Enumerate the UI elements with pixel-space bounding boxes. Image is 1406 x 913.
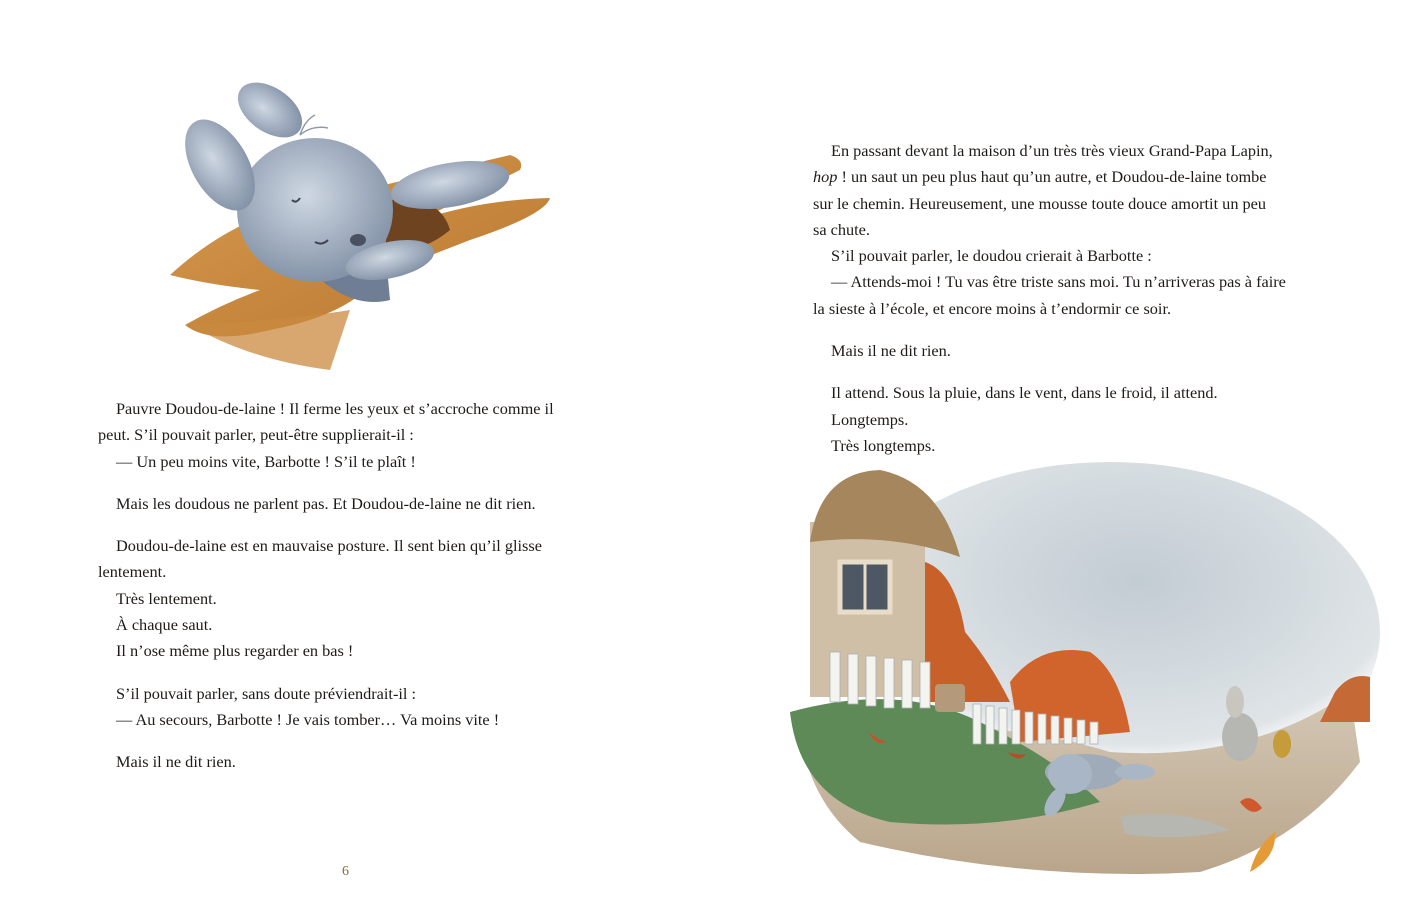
line-rest: ! un saut un peu plus haut qu’un autre, et Doudou-de-laine tombe xyxy=(837,167,1267,187)
paragraph-line: lentement. xyxy=(98,562,167,582)
plush-bunny-fallen-on-path-illustration xyxy=(780,462,1380,882)
paragraph-line: S’il pouvait parler, le doudou crierait à Barbotte : xyxy=(831,246,1152,266)
plush-bunny-in-satchel-illustration xyxy=(150,70,570,380)
paragraph-line: peut. S’il pouvait parler, peut-être supplierait-il : xyxy=(98,425,414,445)
paragraph-line: sa chute. xyxy=(813,219,870,239)
dialogue-line: — Attends-moi ! Tu vas être triste sans moi. Tu n’arriveras pas à faire xyxy=(831,272,1286,292)
dialogue-line: — Un peu moins vite, Barbotte ! S’il te plaît ! xyxy=(116,451,416,471)
paragraph-line: Longtemps. xyxy=(831,409,909,429)
paragraph-line: Doudou-de-laine est en mauvaise posture. Il sent bien qu’il glisse xyxy=(116,536,542,556)
paragraph-line: À chaque saut. xyxy=(116,615,213,635)
paragraph-line: Très longtemps. xyxy=(831,435,936,455)
paragraph-line: Mais il ne dit rien. xyxy=(831,341,951,361)
dialogue-line: — Au secours, Barbotte ! Je vais tomber… Va moins vite ! xyxy=(116,709,500,729)
paragraph-line: Il attend. Sous la pluie, dans le vent, dans le froid, il attend. xyxy=(831,383,1218,403)
right-page xyxy=(703,0,1406,913)
paragraph-line: S’il pouvait parler, sans doute préviendrait-il : xyxy=(116,683,417,703)
paragraph-line: Mais les doudous ne parlent pas. Et Doudou-de-laine ne dit rien. xyxy=(116,493,536,513)
right-page-text xyxy=(813,138,1323,459)
left-page-text xyxy=(98,396,608,776)
paragraph-line: Pauvre Doudou-de-laine ! Il ferme les yeux et s’accroche comme il xyxy=(116,399,554,418)
paragraph-line: Mais il ne dit rien. xyxy=(116,752,236,772)
paragraph-line: Très lentement. xyxy=(116,588,217,608)
paragraph-line: sur le chemin. Heureusement, une mousse toute douce amortit un peu xyxy=(813,193,1267,213)
paragraph-line xyxy=(813,164,1323,190)
italic-word: hop xyxy=(813,167,838,187)
paragraph-line: la sieste à l’école, et encore moins à t’endormir ce soir. xyxy=(813,298,1172,318)
paragraph-line: Il n’ose même plus regarder en bas ! xyxy=(116,641,354,661)
paragraph-line: En passant devant la maison d’un très très vieux Grand-Papa Lapin, xyxy=(831,141,1273,160)
page-number: 6 xyxy=(342,864,349,879)
